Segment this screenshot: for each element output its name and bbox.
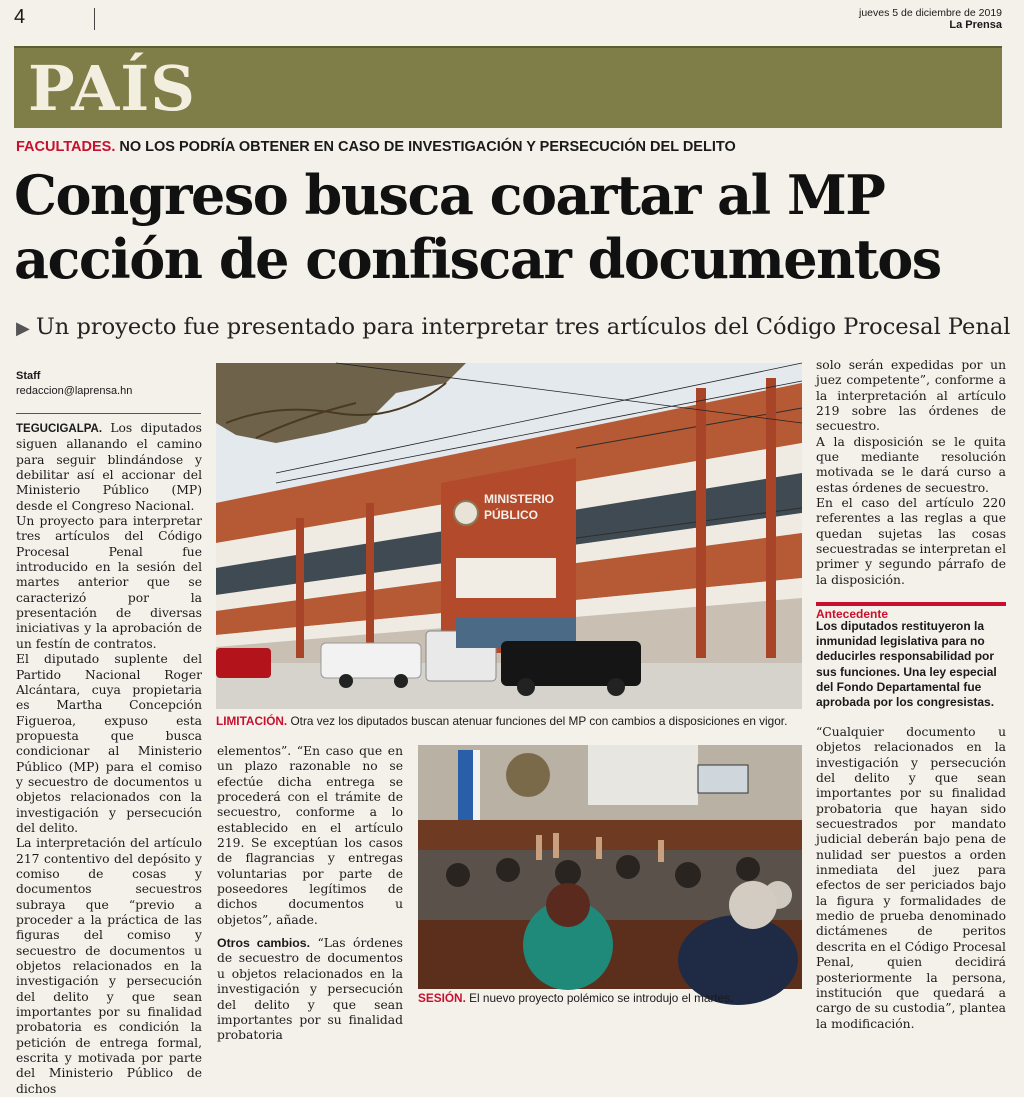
photo-1-caption-label: LIMITACIÓN. bbox=[216, 714, 288, 728]
photo-ministerio-publico bbox=[216, 363, 802, 709]
article-paragraph-3: El diputado suplente del Partido Nacional Roger Alcántara, cuya propietaria es Martha Concepción Figueroa, expuso esta propuesta que busca condicionar al Ministerio Público (MP) para el comiso y secuestro de documentos u objetos relacionados con la investigación y persecución del delito. bbox=[16, 652, 202, 835]
antecedente-label: Antecedente bbox=[816, 602, 1006, 621]
kicker-label: FACULTADES. bbox=[16, 139, 116, 155]
kicker bbox=[16, 139, 736, 155]
headline-line-2: acción de confiscar documentos bbox=[14, 227, 941, 291]
article-paragraph-2: Un proyecto para interpretar tres artículos del Código Procesal Penal fue introducido en la sesión del martes anterior que se caracterizó por la presentación de diversas iniciativas y la aprobación de un festín de contratos. bbox=[16, 514, 202, 651]
photo-1-caption bbox=[216, 714, 806, 728]
triangle-bullet-icon: ▶ bbox=[16, 318, 30, 339]
subsection-label: Otros cambios. bbox=[217, 936, 311, 951]
kicker-text: NO LOS PODRÍA OBTENER EN CASO DE INVESTIGACIÓN Y PERSECUCIÓN DEL DELITO bbox=[119, 139, 736, 155]
subheadline bbox=[16, 314, 1010, 340]
photo-2-caption-text: El nuevo proyecto polémico se introdujo el martes. bbox=[469, 991, 734, 1005]
page-number: 4 bbox=[14, 6, 26, 28]
article-paragraph-4: La interpretación del artículo 217 contentivo del depósito y comiso de cosas y documentos secuestros subraya que “previo a proceder a la práctica de las figuras del comiso y secuestro de documentos u objetos relacionados en la investigación y persecución del delito y que sean importantes por su finalidad probatoria es condición la petición de entrega formal, escrita y motivada por parte del Ministerio Público de dichos bbox=[16, 836, 202, 1096]
session-illustration bbox=[418, 745, 802, 989]
antecedente-text: Los diputados restituyeron la inmunidad legislativa para no deducirles responsabilidad por sus funciones. Una ley especial del Fondo Departamental fue aprobada por los congresistas. bbox=[816, 619, 997, 710]
headline-line-1: Congreso busca coartar al MP bbox=[14, 163, 885, 227]
article-paragraph-1: Los diputados siguen allanando el camino para seguir blindándose y debilitar así el accionar del Ministerio Público (MP) desde el Congreso Nacional. bbox=[16, 421, 202, 513]
folio-date-block bbox=[859, 7, 1002, 31]
article-paragraph-7: solo serán expedidas por un juez competente”, conforme a la interpretación al artículo 219 sobre las órdenes de secuestro. bbox=[816, 358, 1006, 434]
photo-2-caption-label: SESIÓN. bbox=[418, 991, 466, 1005]
building-sign-line-2: PÚBLICO bbox=[484, 508, 538, 522]
article-paragraph-6: “Las órdenes de secuestro de documentos u objetos relacionados en la investigación y persecución del delito y que sean importantes por su finalidad probatoria bbox=[217, 936, 403, 1043]
folio-paper-name: La Prensa bbox=[949, 19, 1002, 31]
article-paragraph-10: “Cualquier documento u objetos relacionados en la investigación y persecución del delito y que sean importantes por su finalidad probatoria que hayan sido secuestrados por mandato judicial deberán bajo pena de nulidad ser puestos a orden inmediata del juez para efectos de ser periciados bajo la figura y formalidades de medio de prueba denominado dictámenes de peritos descrita en el Código Procesal Penal, quien decidirá posteriormente la persona, institución que quedará a cargo de su custodia”, plantea la modificación. bbox=[816, 725, 1006, 1031]
photo-2-caption bbox=[418, 991, 802, 1005]
byline-author: Staff bbox=[16, 370, 41, 382]
folio-divider bbox=[94, 8, 95, 30]
article-paragraph-5: elementos”. “En caso que en un plazo razonable no se efectúe dicha entrega se procederá con el trámite de secuestro, conforme a lo establecido en el artículo 219. Se exceptúan los casos de flagrancias y entregas voluntarias por parte de poseedores legítimos de dichos documentos u objetos”, añade. bbox=[217, 744, 403, 927]
article-column-3-lower bbox=[816, 725, 1006, 1032]
article-column-2 bbox=[217, 744, 403, 1044]
article-paragraph-8: A la disposición se le quita que mediante resolución motivada se le dará curso a estas órdenes de secuestro. bbox=[816, 434, 1006, 495]
folio-date: jueves 5 de diciembre de 2019 bbox=[858, 7, 1002, 19]
byline-email: redaccion@laprensa.hn bbox=[16, 385, 133, 397]
subheadline-text: Un proyecto fue presentado para interpretar tres artículos del Código Procesal Penal bbox=[35, 314, 1011, 340]
photo-congress-session bbox=[418, 745, 802, 989]
article-column-1 bbox=[16, 421, 202, 1097]
byline-rule bbox=[16, 413, 201, 414]
section-title: PAÍS bbox=[28, 52, 196, 125]
article-column-3 bbox=[816, 358, 1006, 588]
article-paragraph-9: En el caso del artículo 220 referentes a las reglas a que quedan sujetas las cosas secuestradas se interpretan el primer y segundo párrafo de la disposición. bbox=[816, 496, 1006, 587]
headline bbox=[14, 163, 1014, 291]
building-illustration bbox=[216, 363, 802, 709]
building-sign-line-1: MINISTERIO bbox=[484, 492, 555, 506]
dateline: TEGUCIGALPA. bbox=[16, 423, 103, 435]
byline bbox=[16, 369, 201, 399]
section-banner bbox=[14, 46, 1002, 128]
photo-1-caption-text: Otra vez los diputados buscan atenuar funciones del MP con cambios a disposiciones en vigor. bbox=[290, 714, 788, 728]
